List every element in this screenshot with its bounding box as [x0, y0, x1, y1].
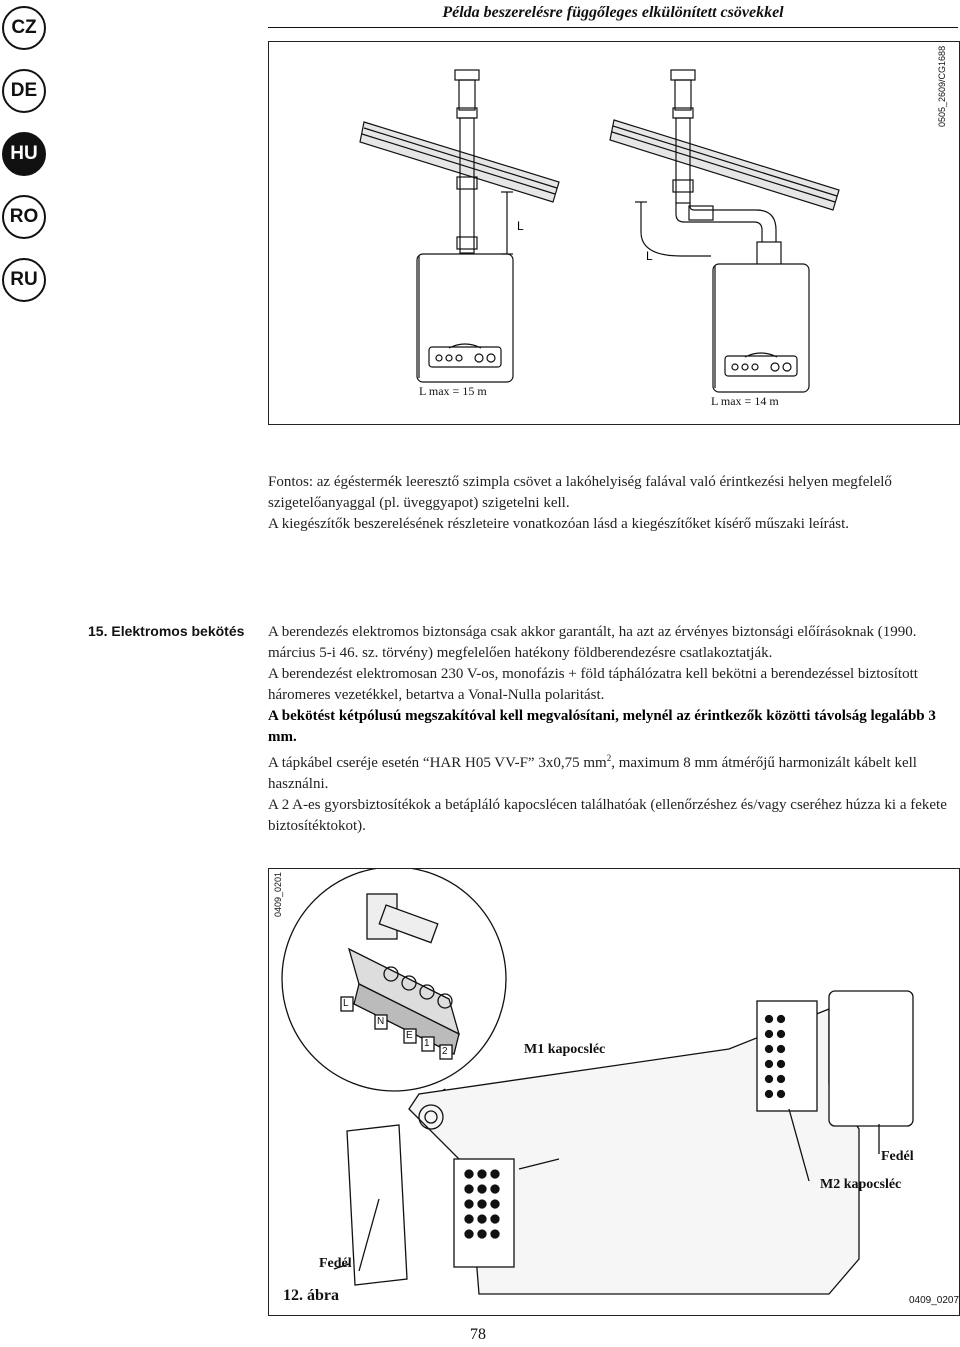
section-number: 15. — [88, 623, 108, 639]
notes-block — [268, 472, 958, 535]
note-accessories: A kiegészítők beszerelésének részleteire vonatkozóan lásd a kiegészítőket kísérő műszaki leírást. — [268, 516, 850, 532]
figure-code-top: 0505_2609/CG1688 — [937, 45, 947, 127]
para-breaker: A bekötést kétpólusú megszakítóval kell megvalósítani, melynél az érintkezők közötti távolság legalább 3 mm. — [268, 708, 936, 745]
lang-tab-hu[interactable]: HU — [2, 132, 46, 176]
figure-number: 12. ábra — [283, 1287, 339, 1304]
para-cable — [268, 748, 958, 795]
caption-lmax-right: L max = 14 m — [711, 394, 779, 408]
flue-drawing — [269, 42, 959, 424]
para-cable-a: A tápkábel cseréje esetén “HAR H05 VV-F” 3x0,75 mm — [268, 755, 607, 771]
para-fuses: A 2 A-es gyorsbiztosítékok a betápláló kapocslécen találhatóak (ellenőrzéshez és/vagy cseréhez húzza ki a fekete biztosítéktokot). — [268, 797, 947, 834]
section-heading — [88, 623, 268, 639]
label-m2: M2 kapocsléc — [820, 1177, 902, 1192]
note-insulation: Fontos: az égéstermék leeresztő szimpla csövet a lakóhelyiség falával való érintkezési helyen megfelelő szigetelőanyaggal (pl. üveggyapot) szigetelni kell. — [268, 474, 892, 511]
label-cover-left: Fedél — [319, 1256, 352, 1271]
para-cable-sup: 2 — [606, 753, 612, 763]
figure-code-right: 0409_0207 — [909, 1295, 960, 1306]
terminal-letter-2: 2 — [442, 1046, 448, 1057]
figure-code-left: 0409_0201 — [273, 871, 283, 917]
terminal-letter-l: L — [343, 998, 349, 1009]
lang-tab-de[interactable]: DE — [2, 69, 46, 113]
wiring-figure — [268, 868, 960, 1316]
lang-tab-ro[interactable]: RO — [2, 195, 46, 239]
page-title: Példa beszerelésre függőleges elkülönített csövekkel — [268, 0, 958, 28]
dim-label-right: L — [646, 249, 653, 263]
lang-tab-ru[interactable]: RU — [2, 258, 46, 302]
terminal-letter-e: E — [406, 1030, 413, 1041]
lang-tab-cz[interactable]: CZ — [2, 6, 46, 50]
section-title: Elektromos bekötés — [111, 623, 245, 639]
label-m1: M1 kapocsléc — [524, 1042, 606, 1057]
wiring-drawing — [269, 869, 959, 1315]
para-safety: A berendezés elektromos biztonsága csak akkor garantált, ha azt az érvényes biztonsági előírásoknak (1990. március 5-i 46. sz. törvény) megfelelően hatékony földberendezésre csatlakoztatják. — [268, 624, 917, 661]
flue-installation-figure — [268, 41, 960, 425]
caption-lmax-left: L max = 15 m — [419, 384, 487, 398]
dim-label-left: L — [517, 219, 524, 233]
para-supply: A berendezést elektromosan 230 V-os, monofázis + föld táphálózatra kell bekötni a berendezéssel biztosított háromeres vezetékkel, betartva a Vonal-Nulla polaritást. — [268, 666, 918, 703]
page-number: 78 — [470, 1326, 486, 1343]
terminal-letter-n: N — [377, 1016, 385, 1027]
terminal-letter-1: 1 — [424, 1038, 430, 1049]
para-cable-b: , maximum 8 mm átmérőjű harmonizált kábelt kell használni. — [268, 755, 917, 792]
label-cover-right: Fedél — [881, 1149, 914, 1164]
section-body — [268, 622, 958, 837]
